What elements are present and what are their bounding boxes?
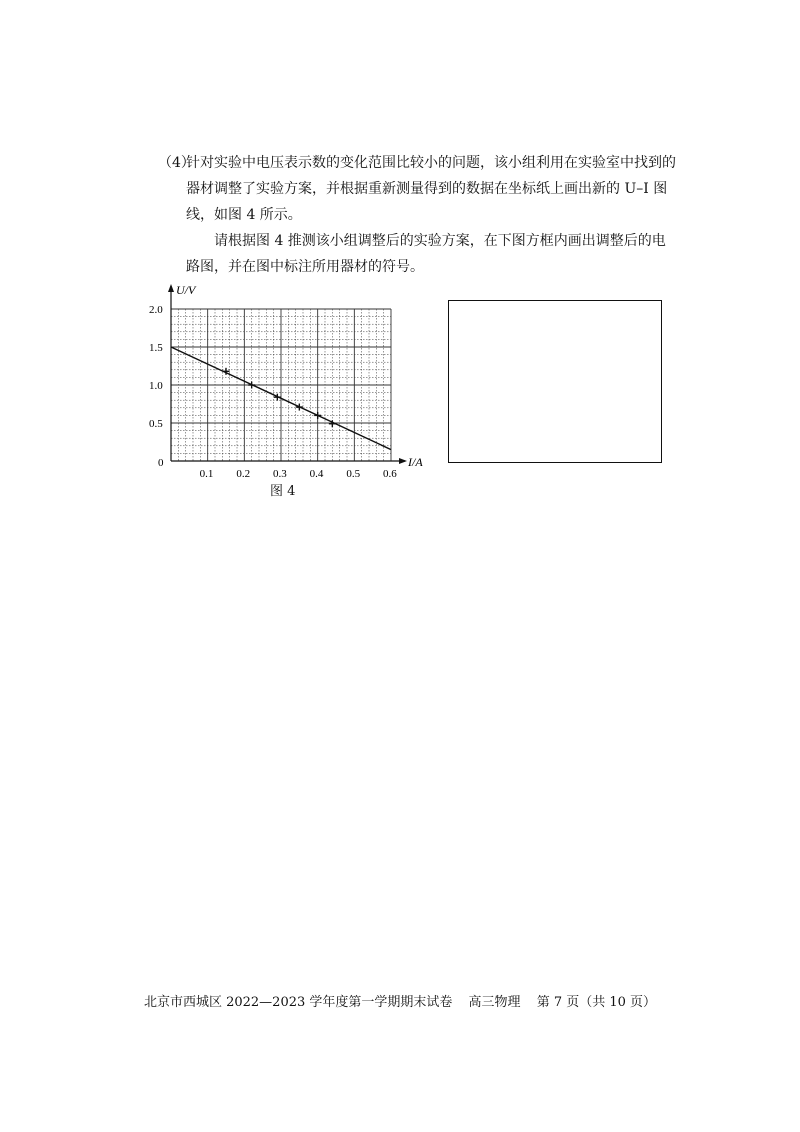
question-line-1: （4）针对实验中电压表示数的变化范围比较小的问题，该小组利用在实验室中找到的 xyxy=(158,150,683,176)
answer-box[interactable] xyxy=(448,300,662,463)
data-point xyxy=(248,382,255,389)
question-line-5: 路图，并在图中标注所用器材的符号。 xyxy=(186,259,424,275)
question-number: （4） xyxy=(158,155,195,171)
y-tick-label: 0.5 xyxy=(149,418,163,430)
axes xyxy=(168,284,407,464)
question-line-2: 器材调整了实验方案，并根据重新测量得到的数据在坐标纸上画出新的 U–I 图 xyxy=(186,181,668,197)
x-tick-label: 0.3 xyxy=(273,468,287,480)
data-points xyxy=(223,368,336,427)
page-footer xyxy=(0,991,800,1010)
x-tick-label: 0.5 xyxy=(346,468,361,480)
x-tick-label: 0.1 xyxy=(199,468,214,480)
x-tick-label: 0.6 xyxy=(383,468,397,480)
x-axis-arrow xyxy=(399,458,407,464)
u-i-graph xyxy=(140,278,440,498)
origin-label: 0 xyxy=(158,457,164,469)
y-tick-label: 2.0 xyxy=(149,304,163,316)
data-point xyxy=(314,412,321,419)
footer-exam-title: 北京市西城区 2022—2023 学年度第一学期期末试卷 xyxy=(143,995,453,1010)
y-axis-arrow xyxy=(168,284,174,292)
footer-page-number: 第 7 页（共 10 页） xyxy=(536,995,657,1010)
x-axis-label: I/A xyxy=(408,455,423,469)
y-tick-label: 1.0 xyxy=(149,380,163,392)
x-tick-label: 0.4 xyxy=(309,468,324,480)
y-axis-label: U/V xyxy=(176,283,196,297)
footer-subject: 高三物理 xyxy=(468,995,521,1010)
data-point xyxy=(296,404,303,411)
question-4 xyxy=(158,150,683,280)
question-line-4: 请根据图 4 推测该小组调整后的实验方案，在下图方框内画出调整后的电 xyxy=(214,233,666,249)
question-line-3: 线，如图 4 所示。 xyxy=(186,207,302,223)
y-tick-label: 1.5 xyxy=(149,342,163,354)
figure-caption: 图 4 xyxy=(270,484,296,499)
x-tick-label: 0.2 xyxy=(236,468,251,480)
